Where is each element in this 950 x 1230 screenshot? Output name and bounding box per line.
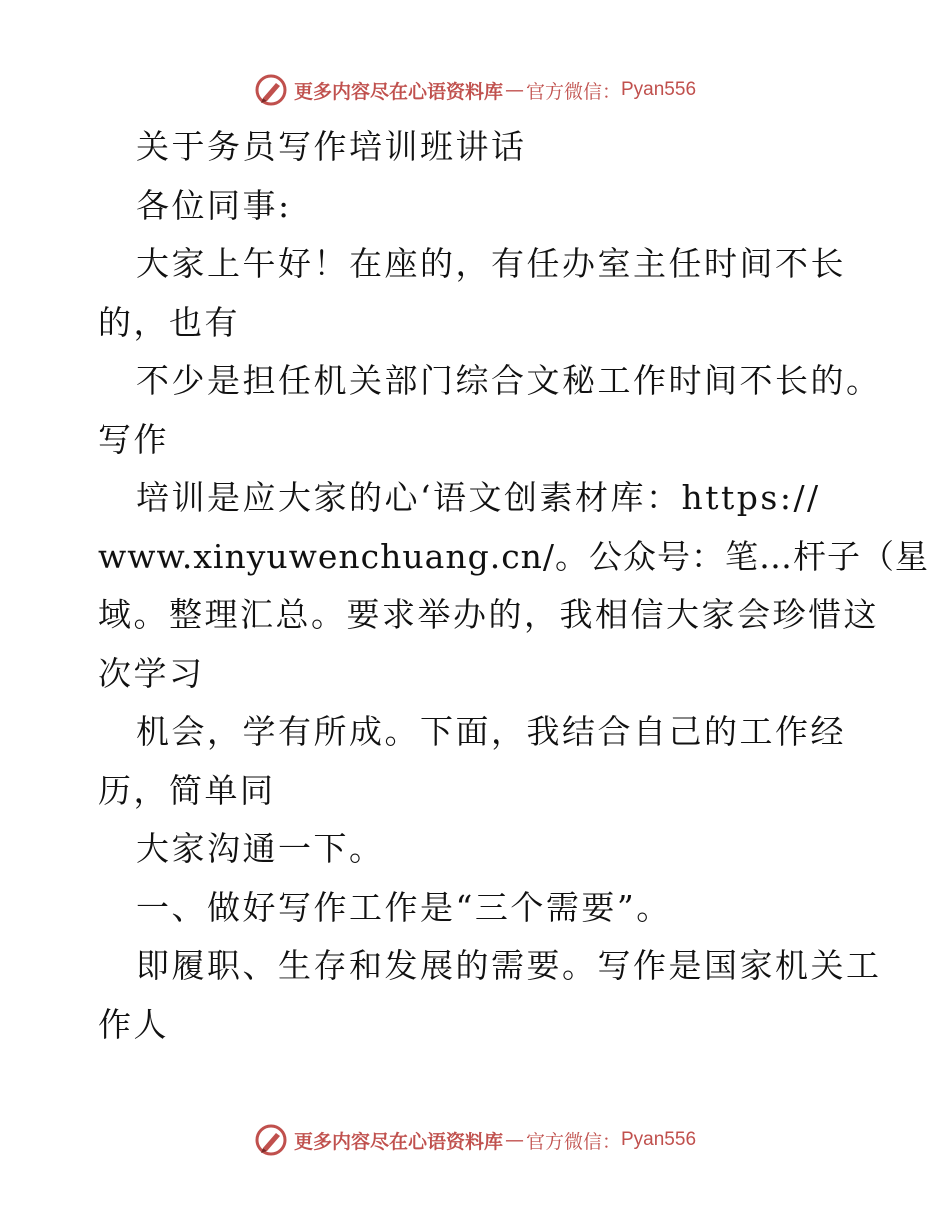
body-line: 写作 bbox=[98, 419, 169, 459]
body-line: www.xinyuwenchuang.cn/。公众号：笔…杆子（星 bbox=[98, 536, 930, 576]
brand-text: 更多内容尽在心语资料库 bbox=[293, 1130, 503, 1153]
wechat-label: 官方微信： bbox=[525, 80, 621, 103]
section-heading: 一、做好写作工作是“三个需要”。 bbox=[136, 887, 672, 927]
body-line: 历，简单同 bbox=[98, 770, 276, 810]
salutation: 各位同事: bbox=[136, 185, 292, 225]
body-line: 的，也有 bbox=[98, 302, 240, 342]
wechat-id: Pyan556 bbox=[621, 1129, 697, 1150]
document-title: 关于务员写作培训班讲话 bbox=[136, 127, 527, 166]
body-line: 大家上午好！在座的，有任办室主任时间不长 bbox=[136, 244, 846, 283]
body-line: 大家沟通一下。 bbox=[136, 829, 385, 868]
wechat-label: 官方微信： bbox=[525, 1130, 621, 1153]
brand-text: 更多内容尽在心语资料库 bbox=[293, 80, 503, 103]
document-body bbox=[98, 118, 930, 1054]
body-line: 培训是应大家的心‘语文创素材库：https:// bbox=[136, 478, 821, 517]
pen-logo-icon bbox=[254, 1123, 288, 1157]
footer-banner bbox=[0, 1120, 950, 1160]
header-banner bbox=[0, 70, 950, 110]
banner-separator: — bbox=[504, 1129, 524, 1151]
body-line: 次学习 bbox=[98, 653, 205, 693]
pen-logo-icon bbox=[254, 73, 288, 107]
banner-separator: — bbox=[504, 79, 524, 101]
body-line: 机会，学有所成。下面，我结合自己的工作经 bbox=[136, 712, 846, 751]
wechat-id: Pyan556 bbox=[621, 79, 697, 100]
body-line: 域。整理汇总。要求举办的，我相信大家会珍惜这 bbox=[98, 595, 879, 634]
body-line: 即履职、生存和发展的需要。写作是国家机关工 bbox=[136, 946, 882, 985]
body-line: 作人 bbox=[98, 1004, 169, 1044]
body-line: 不少是担任机关部门综合文秘工作时间不长的。 bbox=[136, 361, 882, 400]
